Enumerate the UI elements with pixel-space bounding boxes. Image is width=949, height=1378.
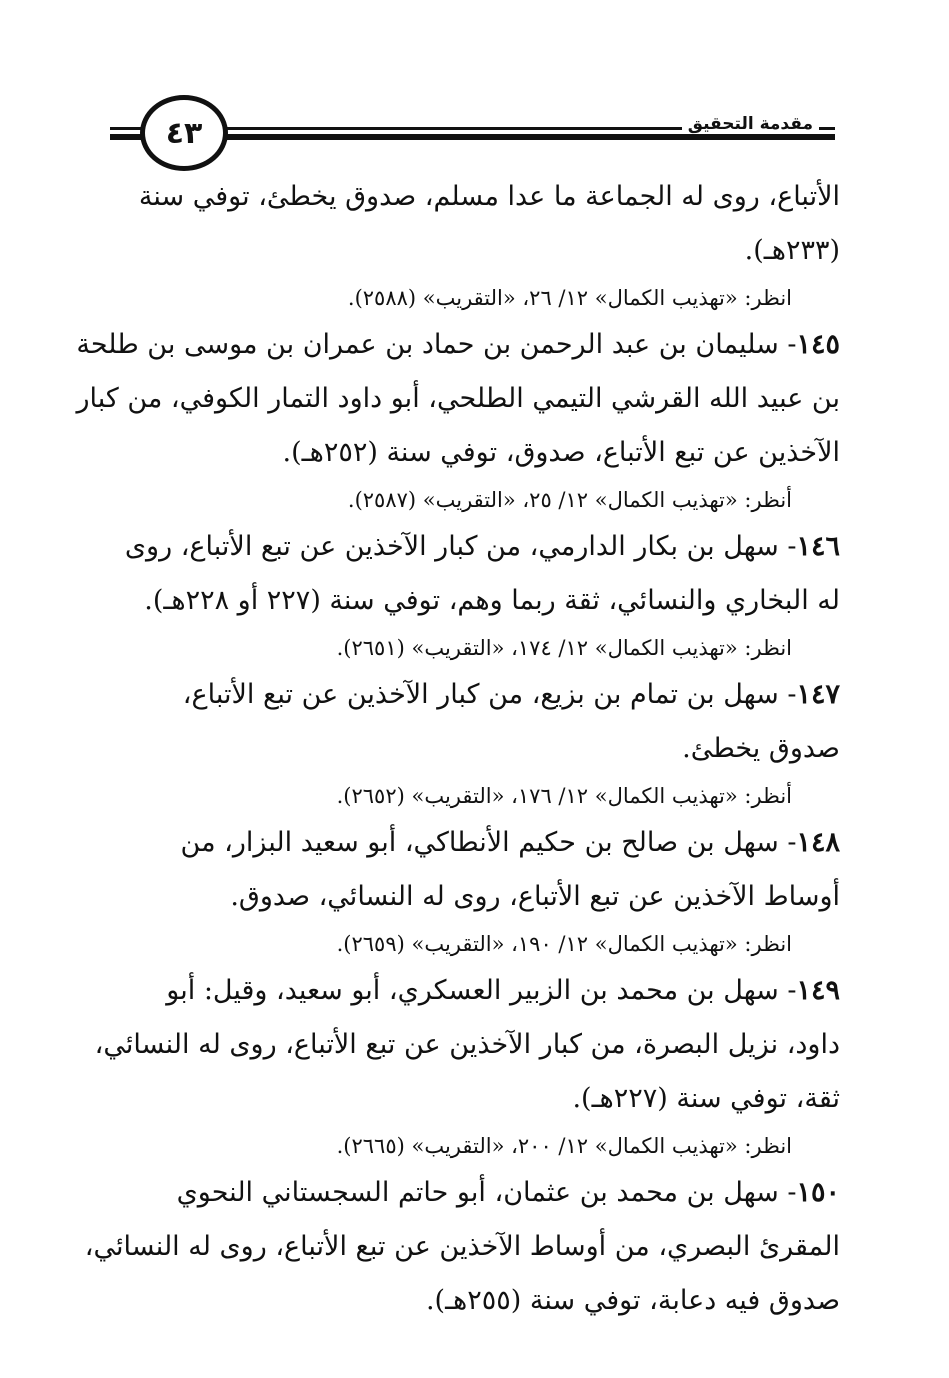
line-text: أوساط الآخذين عن تبع الأتباع، روى له النسائي، صدوق. [230,881,840,912]
entry-line [76,372,840,426]
line-text: انظر: «تهذيب الكمال» ١٢/ ٢٦، «التقريب» (٢٥٨٨). [347,286,792,310]
entry-line [110,574,840,628]
entry-number: ١٤٩ [796,975,840,1006]
line-text: أنظر: «تهذيب الكمال» ١٢/ ١٧٦، «التقريب» (٢٦٥٢). [336,784,792,808]
entry-number: ١٤٦ [796,531,840,562]
entry-first-line [110,668,840,722]
line-text: له البخاري والنسائي، ثقة ربما وهم، توفي سنة (٢٢٧ أو ٢٢٨هـ). [144,585,840,616]
running-title: مقدمة التحقيق [682,114,819,134]
line-text: (٢٣٣هـ). [744,235,840,266]
line-text: أنظر: «تهذيب الكمال» ١٢/ ٢٥، «التقريب» (٢٥٨٧). [347,488,792,512]
entry-line [110,224,840,278]
line-text: المقرئ البصري، من أوساط الآخذين عن تبع الأتباع، روى له النسائي، [84,1231,840,1262]
reference-line [110,628,840,668]
reference-line [110,480,840,520]
entry-line [94,1018,840,1072]
entry-first-line [110,520,840,574]
line-text: الأتباع، روى له الجماعة ما عدا مسلم، صدوق يخطئ، توفي سنة [138,181,840,212]
entry-first-line [110,816,840,870]
line-text: الآخذين عن تبع الأتباع، صدوق، توفي سنة (٢٥٢هـ). [282,437,840,468]
line-text: داود، نزيل البصرة، من كبار الآخذين عن تبع الأتباع، روى له النسائي، [94,1029,840,1060]
entry-first-line [76,318,840,372]
entry-number: ١٤٥ [796,329,840,360]
reference-line [110,278,840,318]
reference-line [110,924,840,964]
line-text: صدوق فيه دعابة، توفي سنة (٢٥٥هـ). [425,1285,840,1316]
line-text: صدوق يخطئ. [682,733,840,764]
entry-line [110,170,840,224]
entry-first-line [110,964,840,1018]
reference-line [110,1126,840,1166]
line-text: - سهل بن محمد بن الزبير العسكري، أبو سعيد، وقيل: أبو [166,975,797,1006]
entry-line [110,1072,840,1126]
line-text: انظر: «تهذيب الكمال» ١٢/ ١٧٤، «التقريب» (٢٦٥١). [336,636,792,660]
line-text: - سهل بن محمد بن عثمان، أبو حاتم السجستاني النحوي [176,1177,797,1208]
line-text: انظر: «تهذيب الكمال» ١٢/ ١٩٠، «التقريب» (٢٦٥٩). [336,932,792,956]
page-header [0,0,949,160]
page-body [76,170,840,1328]
entry-line [110,722,840,776]
entry-line [110,870,840,924]
page-number: ٤٣ [140,95,228,171]
line-text: انظر: «تهذيب الكمال» ١٢/ ٢٠٠، «التقريب» (٢٦٦٥). [336,1134,792,1158]
entry-number: ١٤٨ [796,827,840,858]
line-text: - سليمان بن عبد الرحمن بن حماد بن عمران بن موسى بن طلحة [76,329,797,360]
line-text: - سهل بن صالح بن حكيم الأنطاكي، أبو سعيد البزار، من [180,827,797,858]
line-text: - سهل بن بكار الدارمي، من كبار الآخذين عن تبع الأتباع، روى [124,531,797,562]
entry-line [110,426,840,480]
entry-number: ١٥٠ [796,1177,840,1208]
entry-first-line [110,1166,840,1220]
line-text: - سهل بن تمام بن بزيع، من كبار الآخذين عن تبع الأتباع، [182,679,797,710]
entry-number: ١٤٧ [796,679,840,710]
reference-line [110,776,840,816]
line-text: ثقة، توفي سنة (٢٢٧هـ). [572,1083,840,1114]
entry-line [84,1220,840,1274]
line-text: بن عبيد الله القرشي التيمي الطلحي، أبو داود التمار الكوفي، من كبار [76,383,840,414]
entry-line [110,1274,840,1328]
